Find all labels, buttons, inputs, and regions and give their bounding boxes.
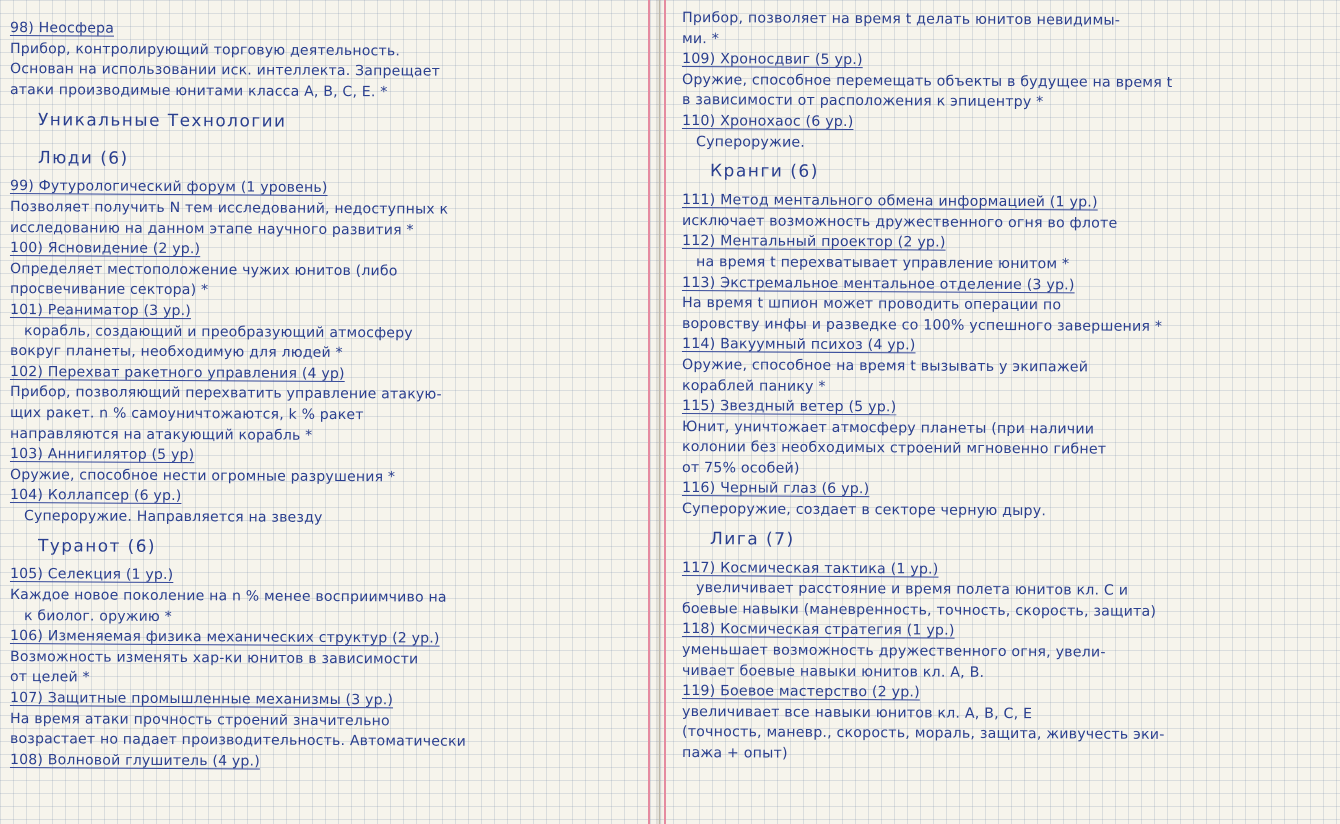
text-line: колонии без необходимых строений мгновенно гибнет — [681, 439, 1107, 458]
text-line: атаки производимые юнитами класса A, B, C, E. * — [9, 81, 388, 101]
entry-heading: 112) Ментальный проектор (2 ур.) — [681, 233, 946, 251]
entry-heading: 102) Перехват ракетного управления (4 ур) — [9, 363, 345, 382]
entry-heading: 119) Боевое мастерство (2 ур.) — [681, 683, 920, 701]
text-line: На время t шпион может проводить операции по — [681, 295, 1062, 314]
text-line: просвечивание сектора) * — [9, 281, 209, 299]
text-line: от целей * — [9, 669, 90, 686]
text-line: корабль, создающий и преобразующий атмосферу — [23, 322, 413, 341]
text-line: Основан на использовании иск. интеллекта. Запрещает — [9, 61, 441, 80]
text-line: исследованию на данном этапе научного развития * — [9, 219, 414, 239]
entry-heading: 117) Космическая тактика (1 ур.) — [681, 559, 939, 578]
text-line: Прибор, позволяющий перехватить управление атакую- — [9, 384, 442, 403]
entry-heading: 104) Коллапсер (6 ур.) — [9, 487, 182, 505]
entry-heading: 116) Черный глаз (6 ур.) — [681, 480, 870, 498]
text-line: Прибор, позволяет на время t делать юнитов невидимы- — [681, 10, 1121, 29]
text-line: возрастает но падает производительность. Автоматически — [9, 731, 467, 751]
text-line: пажа + опыт) — [681, 745, 788, 762]
entry-heading: 101) Реаниматор (3 ур.) — [9, 301, 192, 320]
entry-heading: 107) Защитные промышленные механизмы (3 ур.) — [9, 690, 394, 709]
entry-heading: 109) Хроносдвиг (5 ур.) — [681, 51, 863, 69]
text-line: вокруг планеты, необходимую для людей * — [9, 343, 343, 362]
entry-heading: 100) Ясновидение (2 ур.) — [9, 240, 201, 258]
text-line: Супероружие. — [695, 133, 806, 151]
text-line: Юнит, уничтожает атмосферу планеты (при наличии — [681, 418, 1095, 438]
text-line: от 75% особей) — [681, 459, 800, 477]
text-line: в зависимости от расположения к эпицентру * — [681, 92, 1044, 111]
entry-heading: 111) Метод ментального обмена информацией (1 ур.) — [681, 192, 1098, 211]
entry-heading: 114) Вакуумный психоз (4 ур.) — [681, 336, 916, 354]
text-line: уменьшает возможность дружественного огня, увели- — [681, 642, 1106, 661]
section-title: Уникальные Технологии — [37, 109, 287, 132]
text-line: Определяет местоположение чужих юнитов (либо — [9, 260, 398, 280]
left-page-text — [10, 18, 645, 770]
text-line: увеличивает расстояние и время полета юнитов кл. С и — [695, 580, 1129, 599]
text-line: Оружие, способное на время t вызывать у экипажей — [681, 356, 1089, 376]
text-line: на время t перехватывает управление юнитом * — [695, 254, 1070, 273]
text-line: ми. * — [681, 30, 720, 47]
right-page — [660, 0, 1340, 824]
left-page-margin — [648, 0, 650, 824]
text-line: кораблей панику * — [681, 377, 826, 395]
text-line: щих ракет. n % самоуничтожаются, k % ракет — [9, 404, 364, 424]
text-line: Возможность изменять хар-ки юнитов в зависимости — [9, 648, 419, 668]
entry-heading: 118) Космическая стратегия (1 ур.) — [681, 621, 955, 640]
entry-heading: 108) Волновой глушитель (4 ур.) — [9, 751, 260, 770]
section-title: Кранги (6) — [709, 161, 819, 182]
section-title: Лига (7) — [709, 528, 795, 550]
entry-heading: 99) Футурологический форум (1 уровень) — [9, 178, 328, 197]
right-page-margin — [664, 0, 666, 824]
entry-heading: 105) Селекция (1 ур.) — [9, 566, 174, 584]
text-line: Супероружие, создает в секторе черную дыру. — [681, 501, 1047, 520]
section-title: Люди (6) — [37, 147, 129, 169]
right-page-text — [682, 8, 1328, 764]
text-line: Позволяет получить N тем исследований, недоступных к — [9, 198, 449, 218]
text-line: увеличивает все навыки юнитов кл. A, B, C, E — [681, 703, 1033, 722]
entry-heading: 98) Неосфера — [9, 20, 115, 37]
text-line: Оружие, способное перемещать объекты в будущее на время t — [681, 71, 1173, 91]
text-line: направляются на атакующий корабль * — [9, 425, 313, 444]
text-line: к биолог. оружию * — [23, 607, 172, 625]
entry-heading: 103) Аннигилятор (5 ур) — [9, 446, 195, 464]
text-line: чивает боевые навыки юнитов кл. A, B. — [681, 662, 985, 681]
text-line: Супероружие. Направляется на звезду — [23, 507, 323, 526]
left-page — [0, 0, 660, 824]
entry-heading: 110) Хронохаос (6 ур.) — [681, 112, 854, 131]
text-line: воровству инфы и разведке со 100% успешного завершения * — [681, 315, 1163, 335]
text-line: исключает возможность дружественного огня во флоте — [681, 212, 1118, 232]
text-line: На время атаки прочность строений значительно — [9, 710, 390, 729]
text-line: Оружие, способное нести огромные разрушения * — [9, 466, 396, 486]
text-line: (точность, маневр., скорость, мораль, защита, живучесть эки- — [681, 724, 1165, 744]
entry-heading: 115) Звездный ветер (5 ур.) — [681, 398, 897, 416]
text-line: Прибор, контролирующий торговую деятельность. — [9, 40, 401, 59]
section-title: Туранот (6) — [37, 535, 157, 557]
text-line: боевые навыки (маневренность, точность, скорость, защита) — [681, 600, 1157, 620]
text-line: Каждое новое поколение на n % менее восприимчиво на — [9, 587, 447, 606]
entry-heading: 113) Экстремальное ментальное отделение (3 ур.) — [681, 274, 1075, 293]
entry-heading: 106) Изменяемая физика механических структур (2 ур.) — [9, 628, 440, 647]
